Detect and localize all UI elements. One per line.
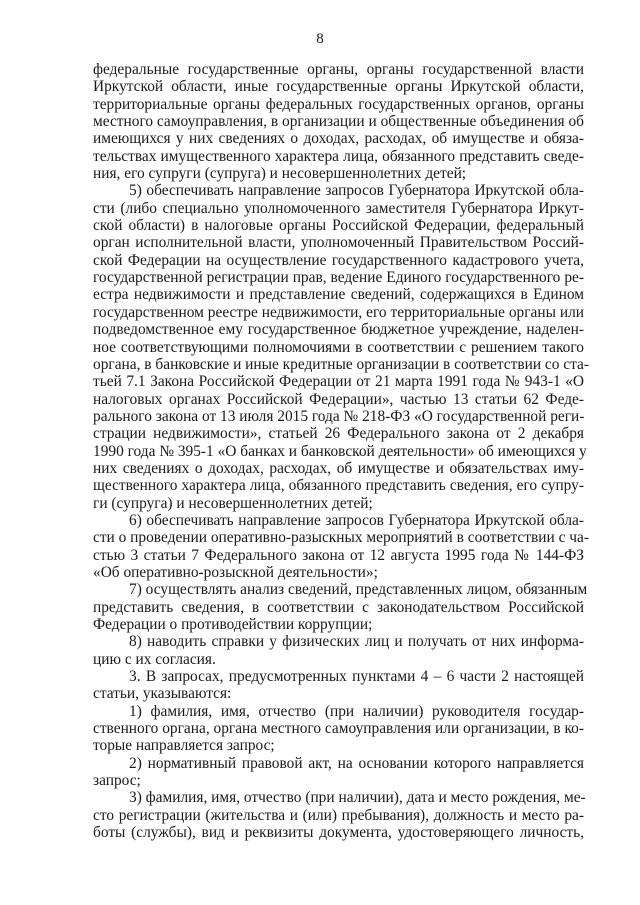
- paragraph: [93, 703, 584, 755]
- paragraph: [93, 61, 584, 182]
- text-line: 6) обеспечивать направление запросов Губернатора Иркутской обла-: [129, 511, 584, 529]
- text-line: сти (либо специально уполномоченного заместителя Губернатора Иркут-: [93, 199, 584, 217]
- text-line: боты (службы), вид и реквизиты документа, удостоверяющего личность,: [93, 824, 584, 842]
- text-line: федеральные государственные органы, органы государственной власти: [93, 61, 584, 78]
- paragraph: [93, 755, 584, 790]
- paragraph: [93, 633, 584, 668]
- text-line: сто регистрации (жительства и (или) пребывания), должность и место ра-: [93, 806, 584, 824]
- text-line: органа, в банковские и иные кредитные организации в соответствии со ста-: [93, 355, 590, 373]
- text-line: орган исполнительной власти, уполномоченный Правительством Россий-: [93, 234, 584, 252]
- text-line: государственной регистрации прав, ведение Единого государственного ре-: [93, 269, 584, 287]
- text-line: щественного характера лица, обязанного представить сведения, его супру-: [93, 477, 584, 495]
- text-line: 1) фамилия, имя, отчество (при наличии) руководителя государ-: [129, 702, 584, 720]
- text-line: государственном реестре недвижимости, его территориальные органы или: [93, 303, 584, 321]
- text-line: рального закона от 13 июля 2015 года № 218-ФЗ «О государственной реги-: [93, 407, 585, 425]
- paragraph: [93, 511, 589, 581]
- paragraph: [93, 668, 584, 703]
- text-line: статьи, указываются:: [93, 685, 232, 703]
- text-line: тельствах имущественного характера лица, обязанного представить сведе-: [93, 147, 584, 165]
- text-line: 7) осуществлять анализ сведений, представленных лицом, обязанным: [129, 581, 588, 599]
- text-line: 1990 года № 395-1 «О банках и банковской деятельности» об имеющихся у: [93, 442, 587, 460]
- document-body: [93, 61, 590, 842]
- text-line: сти о проведении оперативно-разыскных мероприятий в соответствии с ча-: [93, 529, 589, 547]
- text-line: ской Федерации на осуществление государственного кадастрового учета,: [93, 251, 584, 269]
- text-line: них сведениях о доходах, расходах, об имуществе и обязательствах иму-: [93, 459, 584, 477]
- text-line: ги (супруга) и несовершеннолетних детей;: [93, 494, 373, 512]
- paragraph: [93, 581, 588, 633]
- paragraph: [93, 182, 590, 512]
- text-line: Иркутской области, иные государственные органы Иркутской области,: [93, 78, 584, 96]
- text-line: естра недвижимости и представление сведений, содержащихся в Едином: [93, 286, 584, 304]
- text-line: торые направляется запрос;: [93, 737, 275, 755]
- text-line: ное соответствующими полномочиями в соответствии с решением такого: [93, 338, 584, 356]
- text-line: стью 3 статьи 7 Федерального закона от 12 августа 1995 года № 144-ФЗ: [93, 546, 584, 564]
- text-line: Федерации о противодействии коррупции;: [93, 616, 373, 633]
- text-line: ния, его супруги (супруга) и несовершеннолетних детей;: [93, 165, 467, 183]
- text-line: представить сведения, в соответствии с законодательством Российской: [93, 598, 584, 616]
- text-line: подведомственное ему государственное бюджетное учреждение, наделен-: [93, 321, 584, 339]
- text-line: 5) обеспечивать направление запросов Губернатора Иркутской обла-: [129, 182, 584, 200]
- text-line: налоговых органах Российской Федерации», частью 13 статьи 62 Феде-: [93, 390, 584, 408]
- text-line: ской области) в налоговые органы Российской Федерации, федеральный: [93, 217, 584, 235]
- text-line: 2) нормативный правовой акт, на основании которого направляется: [129, 754, 584, 772]
- text-line: 3) фамилия, имя, отчество (при наличии), дата и место рождения, ме-: [129, 789, 586, 807]
- text-line: территориальные органы федеральных государственных органов, органы: [93, 95, 584, 113]
- page-number: 8: [316, 31, 324, 47]
- text-line: 8) наводить справки у физических лиц и получать от них информа-: [129, 633, 584, 651]
- text-line: «Об оперативно-розыскной деятельности»;: [93, 563, 378, 581]
- text-line: тьей 7.1 Закона Российской Федерации от 21 марта 1991 года № 943-1 «О: [93, 373, 584, 391]
- paragraph: [93, 789, 584, 841]
- text-line: страции недвижимости», статьей 26 Федерального закона от 2 декабря: [93, 425, 584, 443]
- text-line: 3. В запросах, предусмотренных пунктами 4 – 6 части 2 настоящей: [129, 668, 584, 686]
- text-line: ственного органа, органа местного самоуправления или организации, в ко-: [93, 720, 584, 738]
- text-line: запрос;: [93, 772, 141, 790]
- text-line: местного самоуправления, в организации и общественные объединения об: [93, 113, 585, 131]
- text-line: имеющихся у них сведениях о доходах, расходах, об имуществе и обяза-: [93, 130, 584, 148]
- text-line: цию с их согласия.: [93, 650, 216, 668]
